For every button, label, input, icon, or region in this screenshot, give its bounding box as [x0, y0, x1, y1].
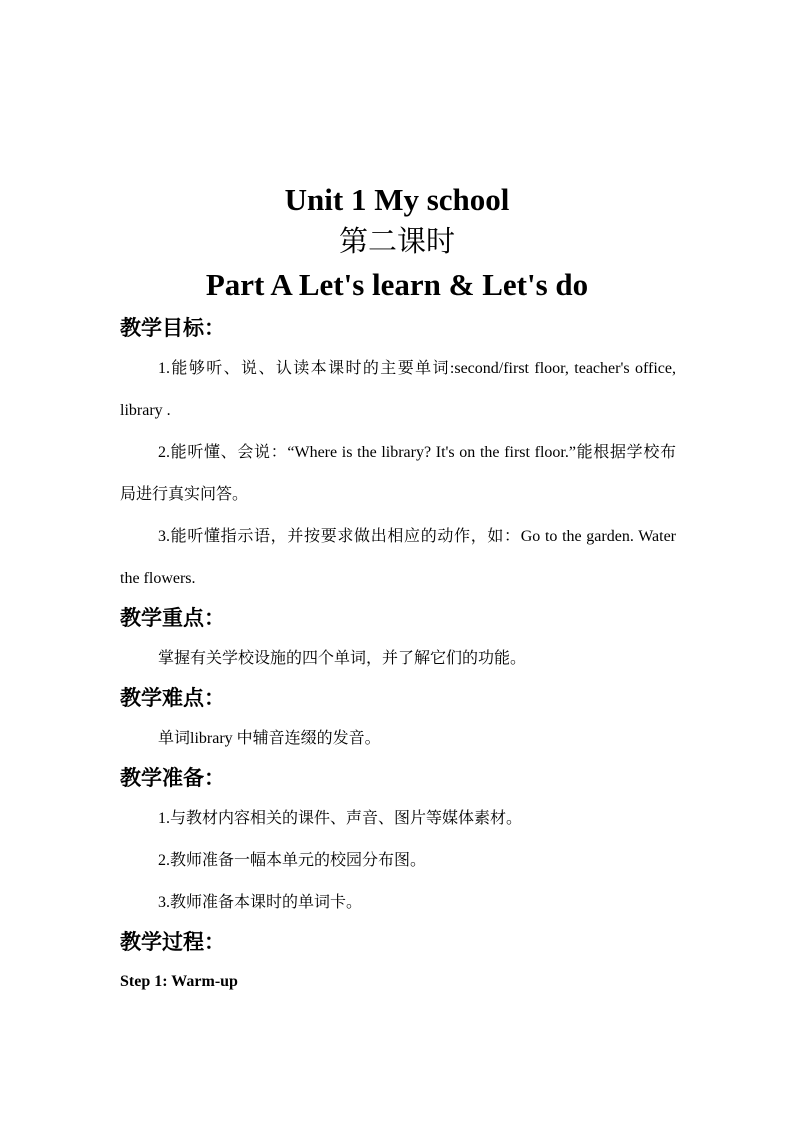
- lesson-number: 第二课时: [338, 226, 455, 258]
- difficulties-heading: 教学难点：: [120, 686, 225, 710]
- preparation-heading: 教学准备：: [120, 766, 225, 790]
- preparation-item-3: 3.教师准备本课时的单词卡。: [158, 894, 363, 911]
- unit-title: Unit 1 My school: [284, 182, 510, 217]
- part-title: Part A Let's learn & Let's do: [205, 267, 589, 302]
- objective-item-1: 1.能够听、说、认读本课时的主要单词:second/first floor, teacher's office, library .: [120, 360, 676, 419]
- preparation-item-1: 1.与教材内容相关的课件、声音、图片等媒体素材。: [158, 810, 523, 827]
- difficulties-text: 单词library 中辅音连缀的发音。: [158, 730, 381, 747]
- step-1-title: Step 1: Warm-up: [120, 973, 238, 990]
- objectives-heading: 教学目标：: [120, 316, 225, 340]
- key-points-heading: 教学重点：: [120, 606, 225, 630]
- process-heading: 教学过程：: [120, 930, 225, 954]
- objective-item-2: 2.能听懂、会说：“Where is the library? It's on the first floor.”能根据学校布局进行真实问答。: [120, 444, 676, 503]
- preparation-item-2: 2.教师准备一幅本单元的校园分布图。: [158, 852, 427, 869]
- document-body: [120, 310, 676, 1002]
- objective-item-3: 3.能听懂指示语，并按要求做出相应的动作，如：Go to the garden. Water the flowers.: [120, 528, 676, 587]
- key-points-text: 掌握有关学校设施的四个单词，并了解它们的功能。: [158, 650, 527, 667]
